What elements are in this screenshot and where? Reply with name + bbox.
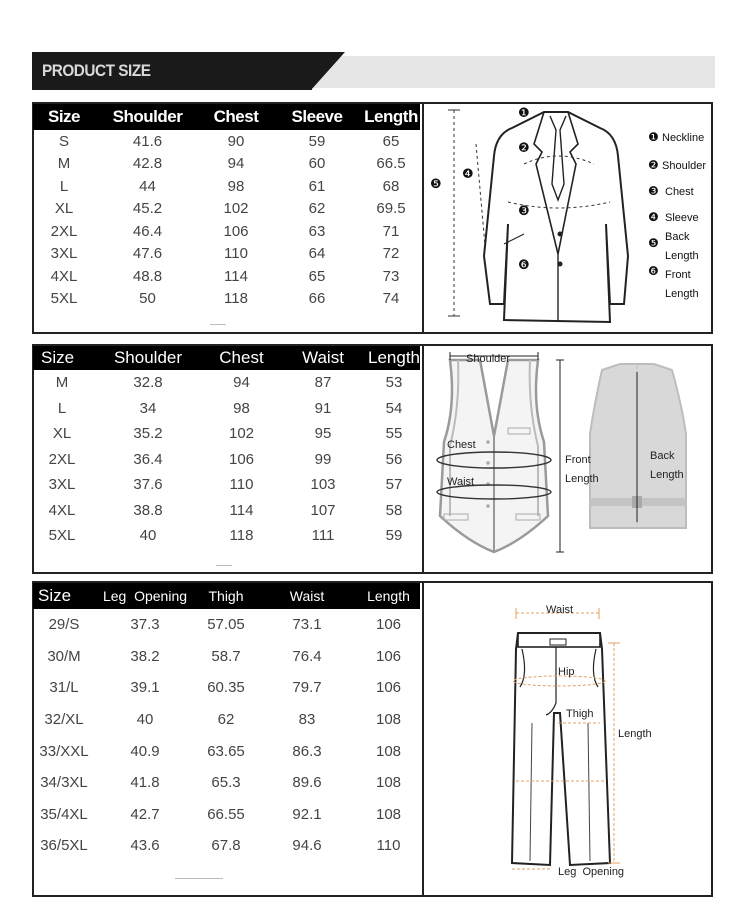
- table-cell: 5XL: [50, 290, 78, 308]
- table-cell: 53: [385, 374, 403, 392]
- header-size: Size: [33, 583, 95, 609]
- table-cell: 42.8: [132, 155, 163, 173]
- table-cell: 73.1: [292, 616, 322, 634]
- table-cell: 68: [382, 177, 400, 195]
- legend-num: ❸: [648, 184, 659, 198]
- jacket-size-table: [33, 104, 420, 310]
- marker-sleeve: ❹: [462, 166, 474, 181]
- table-cell: 69.5: [376, 200, 406, 218]
- jacket-diagram: [424, 104, 708, 328]
- table-cell: 108: [375, 742, 402, 760]
- table-cell: 106: [223, 222, 249, 240]
- table-cell: M: [55, 374, 69, 392]
- table-row: [33, 672, 420, 704]
- table-row: [33, 370, 420, 396]
- table-cell: 114: [229, 501, 254, 519]
- table-cell: 118: [229, 527, 254, 545]
- table-row: [33, 198, 420, 221]
- table-cell: 41.8: [130, 774, 160, 792]
- table-cell: 111: [311, 527, 335, 545]
- table-cell: 4XL: [48, 501, 76, 519]
- table-cell: 40.9: [130, 742, 160, 760]
- table-cell: 99: [314, 450, 332, 468]
- table-row: [33, 130, 420, 153]
- table-row: [33, 799, 420, 831]
- table-cell: 102: [228, 425, 255, 443]
- table-cell: 65: [308, 267, 326, 285]
- table-cell: 30/M: [47, 647, 81, 665]
- table-cell: 42.7: [130, 805, 160, 823]
- table-cell: 40: [139, 527, 157, 545]
- table-cell: 35/4XL: [40, 805, 88, 823]
- legend-num: ❶: [648, 130, 659, 144]
- table-cell: 36/5XL: [40, 837, 88, 855]
- table-cell: 32/XL: [44, 711, 84, 729]
- table-cell: 38.8: [133, 501, 163, 519]
- table-row: [33, 153, 420, 176]
- table-cell: 57: [385, 476, 403, 494]
- vest-diagram: [424, 346, 708, 568]
- table-cell: 60: [308, 155, 326, 173]
- table-header-row: [33, 346, 420, 370]
- legend-chest: Chest: [665, 186, 694, 198]
- jacket-outline: [484, 112, 628, 322]
- vest-table-body: [33, 370, 420, 549]
- table-row: [33, 704, 420, 736]
- legend-num: ❹: [648, 210, 659, 224]
- legend-num: ❺: [648, 236, 659, 250]
- header-chest: Chest: [205, 346, 278, 370]
- jacket-button: [558, 232, 563, 237]
- table-row: [33, 735, 420, 767]
- table-cell: 2XL: [50, 222, 78, 240]
- table-cell: 110: [376, 837, 401, 855]
- table-cell: 58: [385, 501, 403, 519]
- jacket-legend: [648, 130, 706, 300]
- table-cell: 4XL: [50, 267, 78, 285]
- header-waist: Waist: [278, 346, 368, 370]
- table-cell: 102: [223, 200, 249, 218]
- table-cell: 31/L: [49, 679, 79, 697]
- label-thigh: Thigh: [566, 708, 594, 720]
- table-row: [33, 641, 420, 673]
- table-header-row: [33, 104, 420, 130]
- legend-length: Length: [665, 250, 699, 262]
- table-cell: 74: [382, 290, 400, 308]
- header-length: Length: [368, 346, 420, 370]
- table-row: [33, 421, 420, 447]
- table-cell: 90: [227, 132, 245, 150]
- table-cell: 66.5: [376, 155, 406, 173]
- table-row: [33, 265, 420, 288]
- table-cell: 94.6: [292, 837, 322, 855]
- table-cell: 106: [375, 679, 402, 697]
- table-row: [33, 523, 420, 549]
- label-waist: Waist: [546, 604, 574, 616]
- table-cell: 63.65: [207, 742, 245, 760]
- underline-decoration: [216, 565, 232, 566]
- table-cell: XL: [54, 200, 74, 218]
- marker-shoulder: ❷: [518, 140, 530, 155]
- table-cell: 62: [217, 711, 235, 729]
- table-cell: 94: [233, 374, 250, 392]
- table-header-row: [33, 583, 420, 609]
- label-leg-opening: Leg Opening: [558, 866, 625, 878]
- table-cell: 63: [308, 222, 326, 240]
- label-hip: Hip: [558, 666, 575, 678]
- table-cell: 92.1: [292, 805, 322, 823]
- table-cell: 60.35: [207, 679, 245, 697]
- table-cell: 62: [308, 200, 326, 218]
- table-cell: 57.05: [207, 616, 245, 634]
- table-row: [33, 767, 420, 799]
- header-shoulder: Shoulder: [95, 104, 200, 130]
- banner-angle: [311, 52, 345, 90]
- header-length: Length: [362, 104, 420, 130]
- table-cell: 5XL: [48, 527, 76, 545]
- underline-decoration: [175, 878, 223, 879]
- table-cell: 54: [385, 399, 403, 417]
- legend-neckline: Neckline: [662, 132, 705, 144]
- table-row: [33, 396, 420, 422]
- table-cell: 58.7: [211, 647, 241, 665]
- marker-front-length: ❻: [518, 257, 530, 272]
- table-cell: 65.3: [211, 774, 241, 792]
- pants-table-body: [33, 609, 420, 862]
- header-size: Size: [33, 104, 95, 130]
- legend-num: ❷: [648, 158, 659, 172]
- legend-back: Back: [665, 231, 690, 243]
- table-cell: 107: [310, 501, 336, 519]
- table-row: [33, 243, 420, 266]
- jacket-button: [558, 262, 563, 267]
- marker-neckline: ❶: [518, 105, 530, 120]
- table-cell: 35.2: [133, 425, 163, 443]
- table-row: [33, 609, 420, 641]
- table-row: [33, 288, 420, 311]
- table-cell: 41.6: [132, 132, 163, 150]
- table-cell: 2XL: [48, 450, 76, 468]
- legend-length: Length: [665, 288, 699, 300]
- table-cell: 36.4: [133, 450, 163, 468]
- table-row: [33, 220, 420, 243]
- table-cell: 86.3: [292, 742, 322, 760]
- table-cell: 73: [382, 267, 400, 285]
- label-back-length: Length: [650, 469, 684, 481]
- label-shoulder: Shoulder: [466, 353, 511, 365]
- table-cell: 110: [229, 476, 254, 494]
- table-cell: L: [59, 177, 69, 195]
- header-leg-opening: Leg Opening: [95, 583, 195, 609]
- label-back: Back: [650, 450, 675, 462]
- underline-decoration: [210, 324, 226, 325]
- header-sleeve: Sleeve: [272, 104, 362, 130]
- table-cell: 29/S: [48, 616, 80, 634]
- legend-num: ❻: [648, 264, 659, 278]
- table-cell: 118: [224, 290, 248, 308]
- label-front-length: Length: [565, 473, 599, 485]
- legend-front: Front: [665, 269, 691, 281]
- legend-sleeve: Sleeve: [665, 212, 699, 224]
- label-front: Front: [565, 454, 591, 466]
- label-length: Length: [618, 728, 652, 740]
- table-cell: 76.4: [292, 647, 322, 665]
- table-cell: 87: [314, 374, 332, 392]
- table-cell: 34/3XL: [40, 774, 88, 792]
- table-cell: 95: [314, 425, 332, 443]
- table-cell: 89.6: [292, 774, 322, 792]
- header-shoulder: Shoulder: [91, 346, 205, 370]
- label-waist: Waist: [447, 476, 475, 488]
- table-cell: 67.8: [211, 837, 241, 855]
- table-cell: 40: [136, 711, 154, 729]
- table-cell: 50: [139, 290, 156, 308]
- table-cell: 37.6: [133, 476, 163, 494]
- header-thigh: Thigh: [195, 583, 257, 609]
- table-cell: 91: [314, 399, 332, 417]
- table-row: [33, 447, 420, 473]
- table-cell: 32.8: [133, 374, 163, 392]
- table-cell: 3XL: [48, 476, 76, 494]
- table-cell: S: [58, 132, 69, 150]
- table-cell: 108: [375, 805, 402, 823]
- table-cell: 56: [385, 450, 403, 468]
- table-cell: 61: [308, 177, 326, 195]
- banner-title: PRODUCT SIZE: [42, 61, 151, 80]
- pants-diagram: [424, 583, 708, 891]
- table-cell: 71: [382, 222, 400, 240]
- table-cell: 3XL: [50, 245, 78, 263]
- header-size: Size: [33, 346, 91, 370]
- label-chest: Chest: [447, 439, 476, 451]
- table-cell: 34: [139, 399, 157, 417]
- pants-size-table: [33, 583, 420, 862]
- table-cell: 66: [308, 290, 326, 308]
- table-cell: 48.8: [132, 267, 163, 285]
- table-cell: 46.4: [132, 222, 163, 240]
- table-cell: 47.6: [132, 245, 163, 263]
- table-row: [33, 830, 420, 862]
- header-length: Length: [357, 583, 420, 609]
- table-cell: L: [57, 399, 67, 417]
- table-cell: 106: [375, 647, 402, 665]
- table-cell: 114: [224, 267, 248, 285]
- marker-chest: ❸: [518, 203, 530, 218]
- header-waist: Waist: [257, 583, 357, 609]
- table-cell: 79.7: [292, 679, 322, 697]
- table-cell: 44: [139, 177, 156, 195]
- table-cell: 72: [382, 245, 400, 263]
- table-cell: 94: [227, 155, 245, 173]
- table-cell: 39.1: [130, 679, 160, 697]
- table-cell: 65: [382, 132, 400, 150]
- table-cell: 37.3: [130, 616, 160, 634]
- table-cell: 98: [227, 177, 245, 195]
- table-row: [33, 498, 420, 524]
- legend-shoulder: Shoulder: [662, 160, 707, 172]
- table-cell: 45.2: [132, 200, 163, 218]
- table-cell: 83: [298, 711, 316, 729]
- table-cell: M: [57, 155, 71, 173]
- vest-size-table: [33, 346, 420, 549]
- table-row: [33, 175, 420, 198]
- table-cell: 103: [310, 476, 336, 494]
- table-row: [33, 472, 420, 498]
- table-cell: 59: [308, 132, 326, 150]
- table-cell: 110: [224, 245, 248, 263]
- marker-back-length: ❺: [430, 176, 442, 191]
- table-cell: 55: [385, 425, 403, 443]
- jacket-table-body: [33, 130, 420, 310]
- header-chest: Chest: [200, 104, 272, 130]
- table-cell: 33/XXL: [39, 742, 89, 760]
- table-cell: 98: [233, 399, 250, 417]
- table-cell: 38.2: [130, 647, 160, 665]
- section-banner: [32, 52, 715, 90]
- table-cell: 66.55: [207, 805, 245, 823]
- table-cell: 43.6: [130, 837, 160, 855]
- table-cell: 106: [375, 616, 402, 634]
- table-cell: 108: [375, 774, 402, 792]
- table-cell: 108: [375, 711, 402, 729]
- table-cell: 59: [385, 527, 403, 545]
- table-cell: 64: [308, 245, 326, 263]
- table-cell: 106: [228, 450, 255, 468]
- table-cell: XL: [52, 425, 72, 443]
